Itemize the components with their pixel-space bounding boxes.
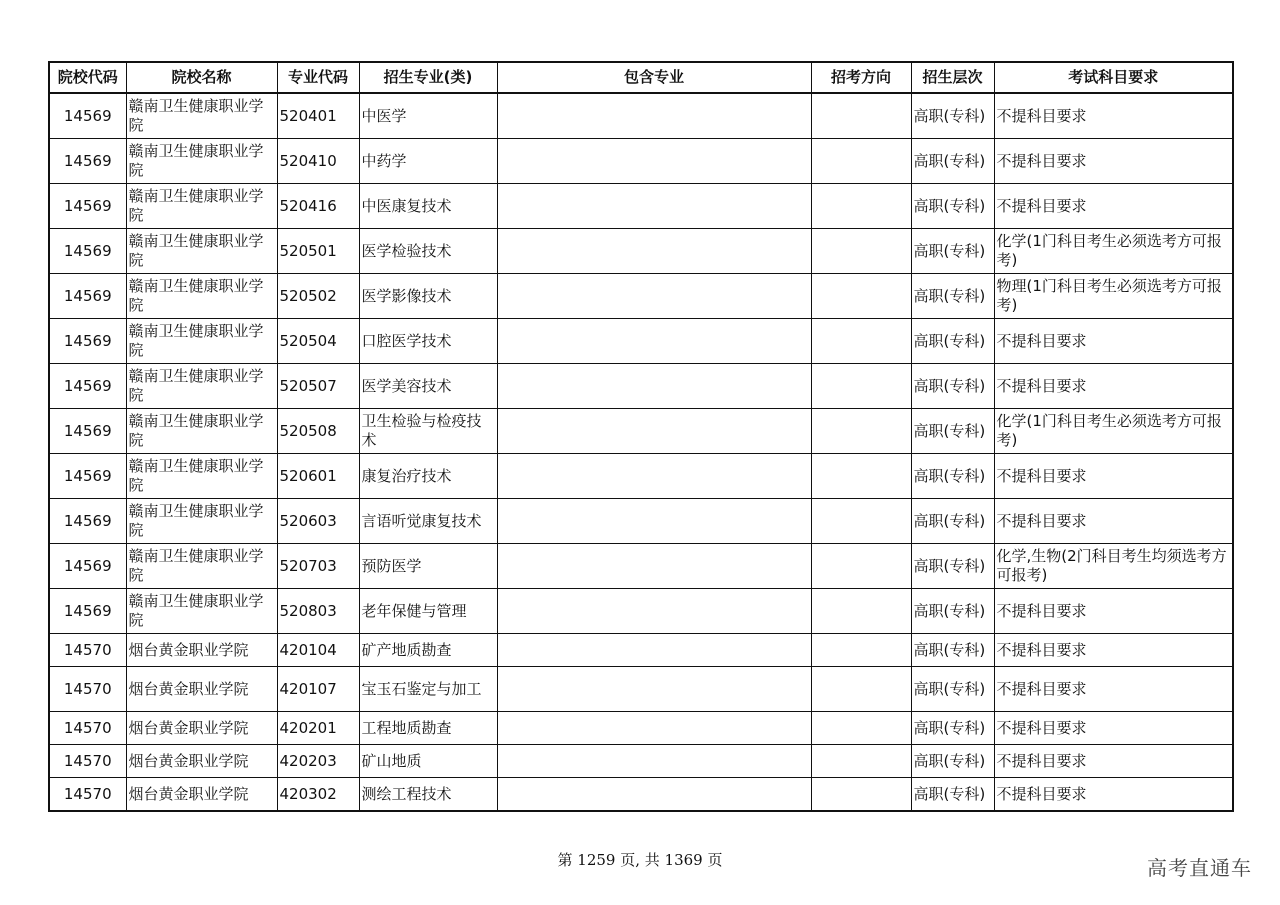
- header-major-name: 招生专业(类): [359, 62, 497, 93]
- cell-level: 高职(专科): [911, 544, 994, 589]
- table-row: [49, 184, 1233, 229]
- table-row: [49, 93, 1233, 139]
- cell-direction: [811, 184, 911, 229]
- cell-requirement: 化学(1门科目考生必须选考方可报考): [994, 409, 1233, 454]
- cell-included-majors: [497, 184, 811, 229]
- cell-school-name: 赣南卫生健康职业学院: [126, 319, 277, 364]
- table-row: [49, 499, 1233, 544]
- cell-school-code: 14569: [49, 499, 126, 544]
- cell-school-name: 赣南卫生健康职业学院: [126, 139, 277, 184]
- header-requirement: 考试科目要求: [994, 62, 1233, 93]
- cell-school-name: 烟台黄金职业学院: [126, 745, 277, 778]
- cell-requirement: 不提科目要求: [994, 778, 1233, 812]
- cell-level: 高职(专科): [911, 184, 994, 229]
- cell-requirement: 不提科目要求: [994, 745, 1233, 778]
- cell-direction: [811, 499, 911, 544]
- cell-school-code: 14569: [49, 589, 126, 634]
- cell-school-name: 赣南卫生健康职业学院: [126, 589, 277, 634]
- cell-school-code: 14569: [49, 409, 126, 454]
- cell-major-code: 420107: [277, 667, 359, 712]
- cell-direction: [811, 454, 911, 499]
- cell-requirement: 不提科目要求: [994, 184, 1233, 229]
- cell-school-code: 14569: [49, 93, 126, 139]
- cell-included-majors: [497, 778, 811, 812]
- cell-requirement: 不提科目要求: [994, 364, 1233, 409]
- cell-major-name: 言语听觉康复技术: [359, 499, 497, 544]
- cell-major-name: 矿产地质勘查: [359, 634, 497, 667]
- cell-school-name: 烟台黄金职业学院: [126, 667, 277, 712]
- cell-direction: [811, 139, 911, 184]
- cell-requirement: 化学(1门科目考生必须选考方可报考): [994, 229, 1233, 274]
- cell-direction: [811, 544, 911, 589]
- table-row: [49, 544, 1233, 589]
- cell-school-name: 赣南卫生健康职业学院: [126, 544, 277, 589]
- cell-requirement: 不提科目要求: [994, 712, 1233, 745]
- header-major-code: 专业代码: [277, 62, 359, 93]
- cell-major-name: 宝玉石鉴定与加工: [359, 667, 497, 712]
- cell-major-code: 520410: [277, 139, 359, 184]
- table-row: [49, 778, 1233, 812]
- cell-major-name: 预防医学: [359, 544, 497, 589]
- cell-school-code: 14569: [49, 544, 126, 589]
- cell-school-code: 14569: [49, 364, 126, 409]
- cell-level: 高职(专科): [911, 499, 994, 544]
- cell-requirement: 不提科目要求: [994, 499, 1233, 544]
- cell-direction: [811, 364, 911, 409]
- cell-major-code: 520703: [277, 544, 359, 589]
- cell-requirement: 不提科目要求: [994, 93, 1233, 139]
- cell-major-code: 520401: [277, 93, 359, 139]
- cell-direction: [811, 778, 911, 812]
- table-row: [49, 229, 1233, 274]
- cell-school-name: 赣南卫生健康职业学院: [126, 454, 277, 499]
- cell-school-name: 赣南卫生健康职业学院: [126, 229, 277, 274]
- header-direction: 招考方向: [811, 62, 911, 93]
- table-body: [49, 93, 1233, 811]
- cell-major-code: 520416: [277, 184, 359, 229]
- cell-direction: [811, 93, 911, 139]
- cell-level: 高职(专科): [911, 409, 994, 454]
- header-school-code: 院校代码: [49, 62, 126, 93]
- cell-school-name: 烟台黄金职业学院: [126, 778, 277, 812]
- table-row: [49, 634, 1233, 667]
- cell-school-name: 赣南卫生健康职业学院: [126, 499, 277, 544]
- cell-direction: [811, 634, 911, 667]
- cell-school-name: 赣南卫生健康职业学院: [126, 93, 277, 139]
- cell-requirement: 不提科目要求: [994, 667, 1233, 712]
- cell-major-code: 520508: [277, 409, 359, 454]
- cell-included-majors: [497, 667, 811, 712]
- cell-requirement: 不提科目要求: [994, 139, 1233, 184]
- cell-major-code: 420203: [277, 745, 359, 778]
- cell-included-majors: [497, 409, 811, 454]
- cell-requirement: 化学,生物(2门科目考生均须选考方可报考): [994, 544, 1233, 589]
- cell-included-majors: [497, 319, 811, 364]
- cell-school-name: 赣南卫生健康职业学院: [126, 184, 277, 229]
- cell-direction: [811, 589, 911, 634]
- cell-included-majors: [497, 139, 811, 184]
- cell-school-code: 14570: [49, 778, 126, 812]
- cell-level: 高职(专科): [911, 274, 994, 319]
- cell-major-code: 520601: [277, 454, 359, 499]
- cell-included-majors: [497, 274, 811, 319]
- cell-level: 高职(专科): [911, 229, 994, 274]
- cell-major-name: 卫生检验与检疫技术: [359, 409, 497, 454]
- cell-included-majors: [497, 589, 811, 634]
- table-row: [49, 274, 1233, 319]
- cell-included-majors: [497, 544, 811, 589]
- cell-direction: [811, 712, 911, 745]
- cell-requirement: 不提科目要求: [994, 454, 1233, 499]
- cell-school-name: 赣南卫生健康职业学院: [126, 274, 277, 319]
- cell-school-name: 赣南卫生健康职业学院: [126, 409, 277, 454]
- table-row: [49, 364, 1233, 409]
- cell-direction: [811, 745, 911, 778]
- cell-school-code: 14570: [49, 712, 126, 745]
- cell-major-code: 520507: [277, 364, 359, 409]
- cell-direction: [811, 229, 911, 274]
- cell-major-code: 520501: [277, 229, 359, 274]
- cell-requirement: 不提科目要求: [994, 589, 1233, 634]
- cell-major-code: 420201: [277, 712, 359, 745]
- cell-major-code: 520803: [277, 589, 359, 634]
- cell-school-code: 14569: [49, 319, 126, 364]
- cell-major-code: 520603: [277, 499, 359, 544]
- table-row: [49, 454, 1233, 499]
- cell-major-name: 康复治疗技术: [359, 454, 497, 499]
- cell-direction: [811, 409, 911, 454]
- cell-major-name: 中医康复技术: [359, 184, 497, 229]
- cell-school-code: 14570: [49, 634, 126, 667]
- page-number: 第 1259 页, 共 1369 页: [557, 851, 723, 869]
- cell-included-majors: [497, 364, 811, 409]
- cell-included-majors: [497, 712, 811, 745]
- cell-included-majors: [497, 93, 811, 139]
- cell-included-majors: [497, 499, 811, 544]
- cell-school-name: 赣南卫生健康职业学院: [126, 364, 277, 409]
- cell-major-name: 医学美容技术: [359, 364, 497, 409]
- table-row: [49, 139, 1233, 184]
- table-row: [49, 589, 1233, 634]
- cell-level: 高职(专科): [911, 454, 994, 499]
- admission-table: [48, 61, 1234, 812]
- cell-direction: [811, 319, 911, 364]
- cell-included-majors: [497, 454, 811, 499]
- cell-school-name: 烟台黄金职业学院: [126, 634, 277, 667]
- cell-requirement: 物理(1门科目考生必须选考方可报考): [994, 274, 1233, 319]
- cell-direction: [811, 667, 911, 712]
- cell-major-code: 520504: [277, 319, 359, 364]
- cell-major-code: 420302: [277, 778, 359, 812]
- header-included-majors: 包含专业: [497, 62, 811, 93]
- cell-level: 高职(专科): [911, 589, 994, 634]
- cell-school-code: 14569: [49, 139, 126, 184]
- cell-level: 高职(专科): [911, 778, 994, 812]
- cell-school-code: 14569: [49, 454, 126, 499]
- cell-major-name: 老年保健与管理: [359, 589, 497, 634]
- watermark-logo: 高考直通车: [1147, 856, 1252, 880]
- cell-included-majors: [497, 634, 811, 667]
- table-header-row: [49, 62, 1233, 93]
- cell-included-majors: [497, 229, 811, 274]
- table-row: [49, 409, 1233, 454]
- cell-school-code: 14569: [49, 184, 126, 229]
- header-level: 招生层次: [911, 62, 994, 93]
- table-row: [49, 745, 1233, 778]
- cell-major-name: 医学影像技术: [359, 274, 497, 319]
- cell-level: 高职(专科): [911, 667, 994, 712]
- cell-level: 高职(专科): [911, 139, 994, 184]
- cell-included-majors: [497, 745, 811, 778]
- cell-requirement: 不提科目要求: [994, 634, 1233, 667]
- table-row: [49, 712, 1233, 745]
- cell-level: 高职(专科): [911, 745, 994, 778]
- cell-major-name: 医学检验技术: [359, 229, 497, 274]
- cell-level: 高职(专科): [911, 712, 994, 745]
- cell-major-name: 口腔医学技术: [359, 319, 497, 364]
- cell-level: 高职(专科): [911, 364, 994, 409]
- cell-school-code: 14570: [49, 745, 126, 778]
- table-row: [49, 667, 1233, 712]
- cell-school-code: 14570: [49, 667, 126, 712]
- cell-major-name: 工程地质勘查: [359, 712, 497, 745]
- cell-level: 高职(专科): [911, 634, 994, 667]
- cell-major-name: 中医学: [359, 93, 497, 139]
- cell-major-name: 测绘工程技术: [359, 778, 497, 812]
- cell-level: 高职(专科): [911, 93, 994, 139]
- cell-requirement: 不提科目要求: [994, 319, 1233, 364]
- cell-school-code: 14569: [49, 229, 126, 274]
- cell-level: 高职(专科): [911, 319, 994, 364]
- header-school-name: 院校名称: [126, 62, 277, 93]
- table-row: [49, 319, 1233, 364]
- cell-major-name: 矿山地质: [359, 745, 497, 778]
- cell-major-name: 中药学: [359, 139, 497, 184]
- cell-major-code: 520502: [277, 274, 359, 319]
- cell-major-code: 420104: [277, 634, 359, 667]
- cell-direction: [811, 274, 911, 319]
- cell-school-name: 烟台黄金职业学院: [126, 712, 277, 745]
- cell-school-code: 14569: [49, 274, 126, 319]
